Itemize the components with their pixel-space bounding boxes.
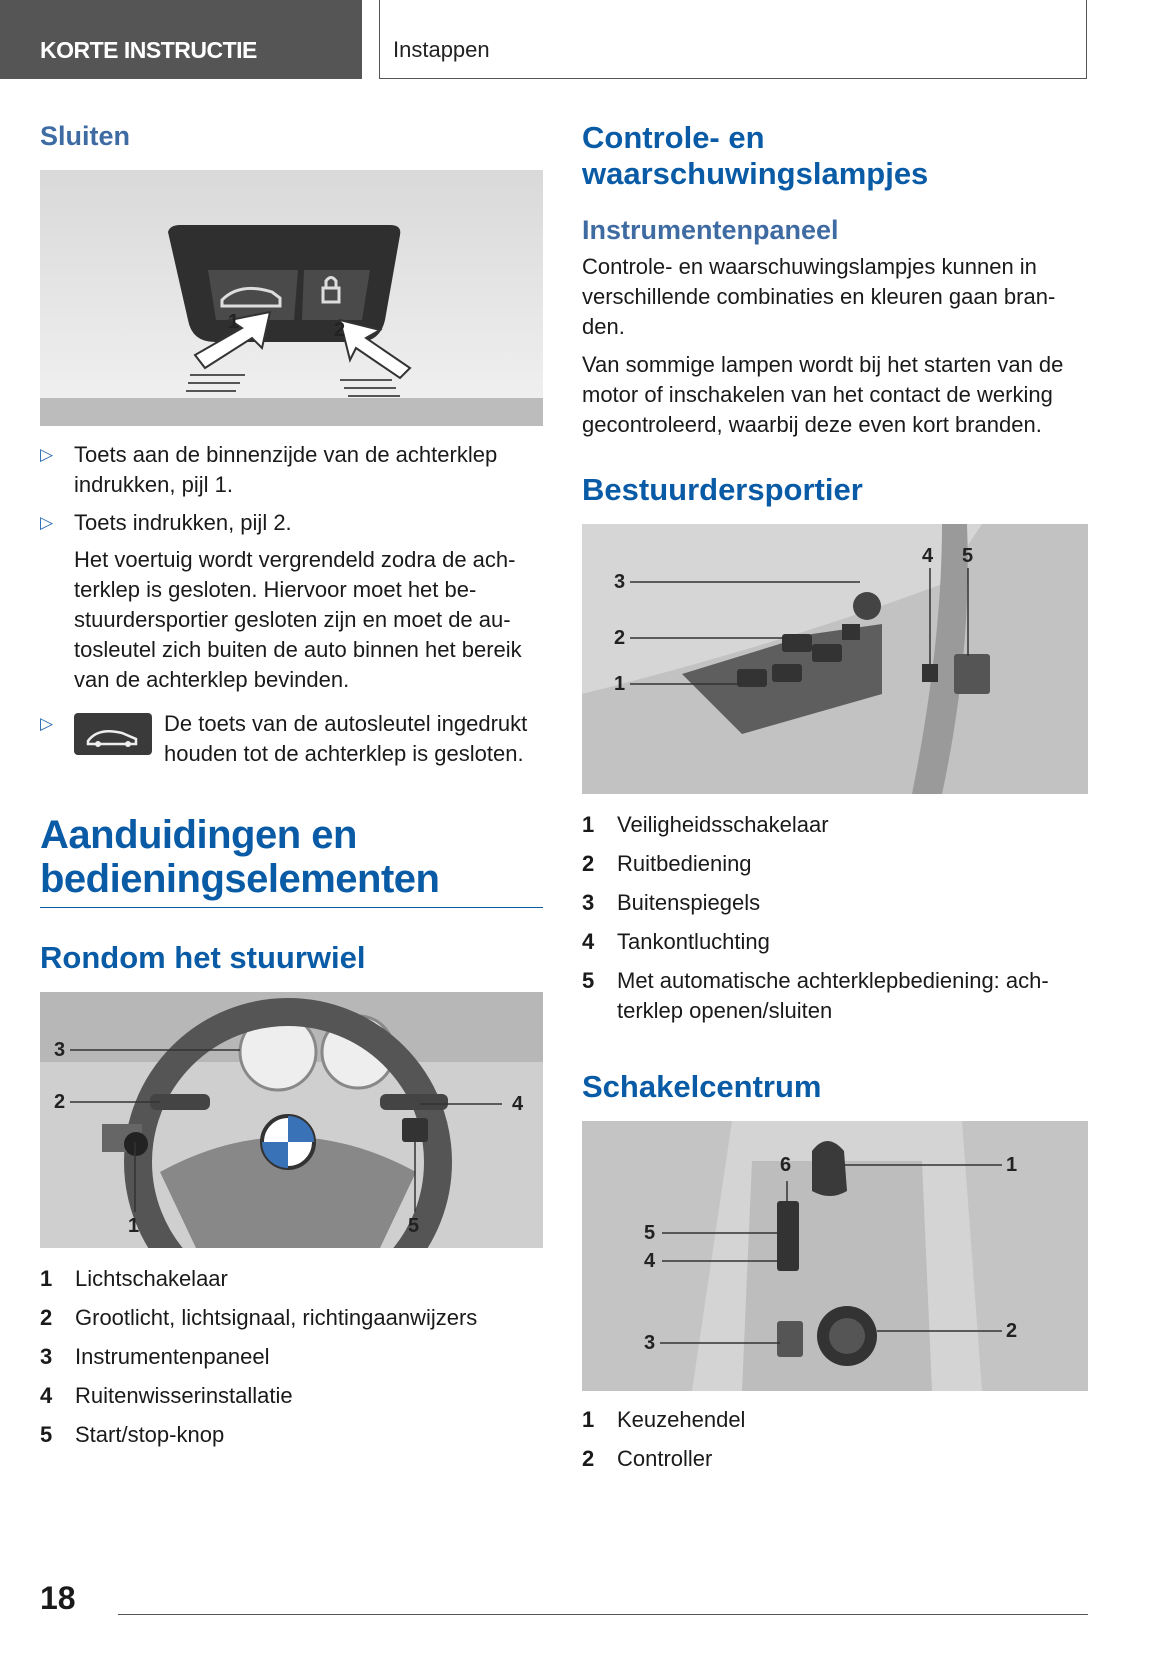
figure-label: 4 [644,1250,656,1272]
figure-label: 5 [408,1215,420,1237]
page-number: 18 [40,1580,76,1616]
car-key-tailgate-icon [74,713,152,755]
figure-label: 6 [780,1154,792,1176]
heading-controle: Controle- en waarschuwingslampjes [582,120,929,191]
figure-label: 3 [614,571,626,593]
figure-label: 5 [644,1222,656,1244]
list-item: 1 Lichtschakelaar [40,1266,228,1291]
list-item: 3 Instrumentenpaneel [40,1344,270,1369]
figure-label: 2 [334,319,346,341]
figure-label: 1 [1006,1154,1018,1176]
driver-door-figure [582,524,1088,794]
bullet-detail: Het voertuig wordt vergrendeld zodra de achterklep is gesloten. Hiervoor moet het bestuurdersportier gesloten zijn en moet de autosleutel zich buiten de auto binnen het bereik van de achterklep bevinden. [74,547,522,692]
list-item: 4 Ruitenwisserinstallatie [40,1383,293,1408]
tailgate-button-figure [40,170,543,426]
section-tab: KORTE INSTRUCTIE [0,0,362,79]
figure-label: 4 [922,545,934,567]
list-item: 5 Met automatische achterklepbediening: achterklep openen/sluiten [582,968,1049,1023]
paragraph: Van sommige lampen wordt bij het starten van de motor of inschakelen van het contact de werking gecontroleerd, waarbij deze even kort branden. [582,352,1064,437]
left-column [40,120,543,1459]
list-item: 1 Veiligheidsschakelaar [582,812,829,837]
tailgate-button-illustration [40,170,543,426]
bullet-item: ▷ Toets indrukken, pijl 2. [40,508,543,538]
list-item: 4 Tankontluchting [582,929,770,954]
figure-label: 5 [962,545,974,567]
triangle-bullet-icon: ▷ [40,714,54,733]
triangle-bullet-icon: ▷ [40,513,54,532]
heading-bestuurdersportier: Bestuurdersportier [582,472,863,507]
footer-divider [118,1614,1088,1615]
paragraph: Controle- en waarschuwingslampjes kunnen in verschillende combinaties en kleuren gaan branden. [582,254,1056,339]
steering-wheel-illustration [40,992,543,1248]
heading-stuurwiel: Rondom het stuurwiel [40,940,366,975]
chapter-title: Instappen [379,0,1087,79]
driver-door-legend [582,810,1088,1026]
list-item: 2 Ruitbediening [582,851,752,876]
section-heading-block [40,813,543,908]
list-item: 2 Grootlicht, lichtsignaal, richtingaanwijzers [40,1305,478,1330]
heading-schakelcentrum: Schakelcentrum [582,1069,822,1104]
figure-label: 2 [1006,1320,1018,1342]
heading-aanduidingen: Aanduidingen en bedieningselementen [40,813,440,901]
bullet-item: ▷ Toets aan de binnenzijde van de achterklep indrukken, pijl 1. [40,442,498,497]
driver-door-illustration [582,524,1088,794]
figure-label: 2 [54,1091,66,1113]
gear-center-figure [582,1121,1088,1391]
figure-label: 1 [614,673,626,695]
gear-center-illustration [582,1121,1088,1391]
figure-label: 2 [614,627,626,649]
figure-label: 3 [54,1039,66,1061]
list-item: 1 Keuzehendel [582,1407,746,1432]
figure-label: 1 [128,1215,140,1237]
heading-sluiten: Sluiten [40,121,131,151]
steering-wheel-figure [40,992,543,1248]
gear-center-legend [582,1405,1088,1474]
list-item: 5 Start/stop-knop [40,1422,225,1447]
steering-wheel-legend [40,1264,543,1450]
heading-instrumentenpaneel: Instrumentenpaneel [582,215,839,245]
right-column [582,120,1088,1483]
figure-label: 3 [644,1332,656,1354]
figure-label: 1 [228,311,240,333]
list-item: 3 Buitenspiegels [582,890,761,915]
triangle-bullet-icon: ▷ [40,445,54,464]
list-item: 2 Controller [582,1446,713,1471]
figure-label: 4 [512,1093,524,1115]
bullet-item: ▷ De toets van de autosleutel ingedrukt houden tot de achterklep is gesloten. [40,711,528,766]
